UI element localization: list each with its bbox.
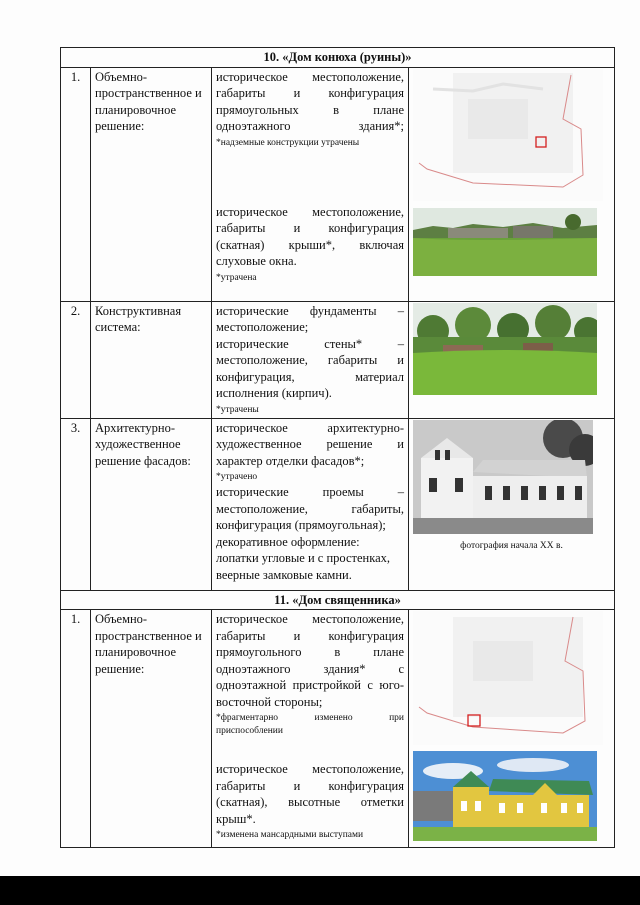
- description-note: *утрачено: [216, 472, 258, 482]
- row-category: Архитектурно-художественное решение фасадов:: [91, 418, 212, 590]
- description-note: *изменена мансардными выступами: [216, 830, 364, 840]
- ruins-overgrown-photo: [413, 303, 597, 395]
- ruins-photo: [413, 208, 597, 276]
- protected-features-table: [60, 47, 615, 848]
- description-note: *фрагментарно изменено при приспособлении: [216, 713, 404, 736]
- table-row: [61, 418, 615, 590]
- description-text: историческое архитектурно-художественное решение и характер отделки фасадов*;: [216, 420, 404, 468]
- description-text: историческое местоположение, габариты и конфигурация (скатная) крыши*, включая слуховые окна.: [216, 204, 404, 268]
- historic-house-photo: [413, 420, 593, 534]
- section-title: 11. «Дом священника»: [61, 590, 615, 610]
- row-description: [212, 67, 409, 301]
- table-row: [61, 67, 615, 301]
- row-category: Объемно-пространственное и планировочное решение:: [91, 67, 212, 301]
- row-number: 3.: [61, 418, 91, 590]
- illustration-cell: [409, 418, 615, 590]
- description-text: историческое местоположение, габариты и конфигурация (скатная), высотные отметки крыш*.: [216, 762, 404, 826]
- description-note: *утрачена: [216, 272, 257, 283]
- section-title: 10. «Дом конюха (руины)»: [61, 48, 615, 68]
- row-category: Объемно-пространственное и планировочное решение:: [91, 610, 212, 848]
- photo-caption: фотография начала XX в.: [460, 540, 563, 551]
- row-description: [212, 418, 409, 590]
- description-text: исторические фундаменты – местоположение;: [216, 303, 404, 334]
- illustration-cell: [409, 67, 615, 301]
- description-note: *утрачены: [216, 404, 259, 415]
- row-description: [212, 610, 409, 848]
- description-text: исторические проемы – местоположение, габариты, конфигурация (прямоугольная);: [216, 485, 404, 532]
- description-text: исторические стены* – местоположение, габариты и конфигурация, материал исполнения (кирпич).: [216, 336, 404, 400]
- table-row: [61, 301, 615, 418]
- description-note: *надземные конструкции утрачены: [216, 137, 360, 148]
- row-description: [212, 301, 409, 418]
- row-number: 2.: [61, 301, 91, 418]
- site-plan-image: [413, 69, 603, 201]
- row-number: 1.: [61, 67, 91, 301]
- site-plan-image: [413, 611, 603, 745]
- table-row: [61, 610, 615, 848]
- illustration-cell: [409, 610, 615, 848]
- description-text: историческое местоположение, габариты и конфигурация прямоугольного в плане одноэтажного здания* с одноэтажной пристройкой с юго-восточной стороны;: [216, 612, 404, 709]
- row-number: 1.: [61, 610, 91, 848]
- section-header: [61, 590, 615, 610]
- description-text: декоративное оформление: лопатки угловые и с простенках, веерные замковые камни.: [216, 534, 390, 582]
- scan-border: [0, 876, 640, 905]
- priest-house-photo: [413, 751, 597, 841]
- illustration-cell: [409, 301, 615, 418]
- row-category: Конструктивная система:: [91, 301, 212, 418]
- section-header: [61, 48, 615, 68]
- description-text: историческое местоположение, габариты и конфигурация прямоугольных в плане одноэтажного здания*;: [216, 69, 404, 133]
